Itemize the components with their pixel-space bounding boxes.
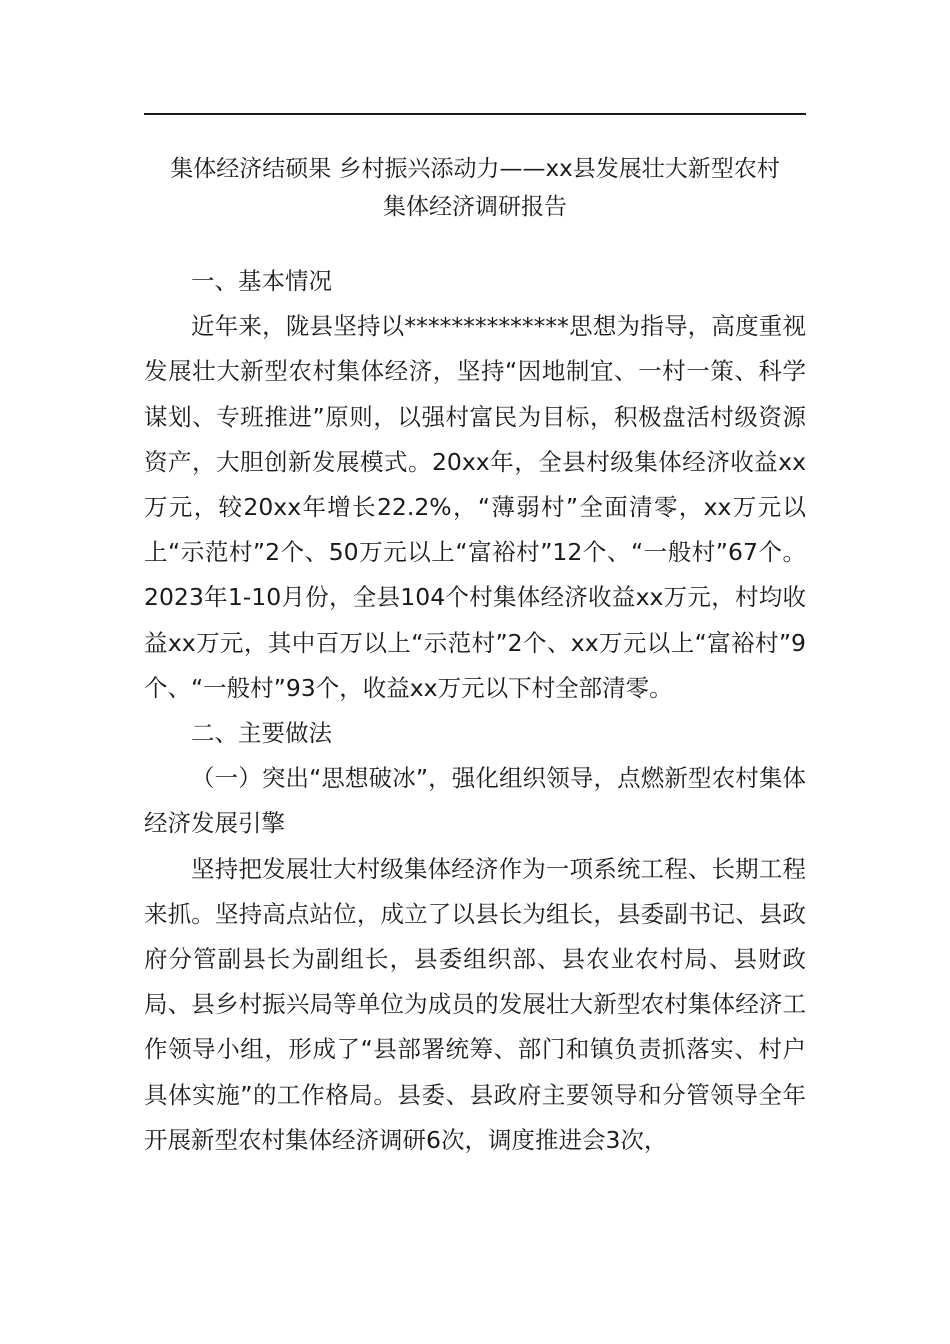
subsection-1-paragraph: 坚持把发展壮大村级集体经济作为一项系统工程、长期工程来抓。坚持高点站位，成立了以县长为组长，县委副书记、县政府分管副县长为副组长，县委组织部、县农业农村局、县财政局、县乡村振兴局等单位为成员的发展壮大新型农村集体经济工作领导小组，形成了“县部署统筹、部门和镇负责抓落实、村户具体实施”的工作格局。县委、县政府主要领导和分管领导全年开展新型农村集体经济调研6次，调度推进会3次， xyxy=(144,854,806,1154)
section-2-heading: 二、主要做法 xyxy=(191,719,332,748)
document-title xyxy=(144,150,806,226)
header-rule xyxy=(144,113,806,115)
title-line-1: 集体经济结硕果 乡村振兴添动力——xx县发展壮大新型农村 xyxy=(170,156,780,182)
section-1-heading: 一、基本情况 xyxy=(191,267,332,295)
subsection-1-heading: （一）突出“思想破冰”，强化组织领导，点燃新型农村集体经济发展引擎 xyxy=(144,764,806,838)
section-1-paragraph: 近年来，陇县坚持以**************思想为指导，高度重视发展壮大新型农村集体经济，坚持“因地制宜、一村一策、科学谋划、专班推进”原则，以强村富民为目标，积极盘活村级资源资产，大胆创新发展模式。20xx年，全县村级集体经济收益xx万元，较20xx年增长22.2%，“薄弱村”全面清零，xx万元以上“示范村”2个、50万元以上“富裕村”12个、“一般村”67个。2023年1-10月份，全县104个村集体经济收益xx万元，村均收益xx万元，其中百万以上“示范村”2个、xx万元以上“富裕村”9个、“一般村”93个，收益xx万元以下村全部清零。 xyxy=(144,312,806,702)
document-body xyxy=(144,259,806,1163)
title-line-2: 集体经济调研报告 xyxy=(383,194,567,220)
